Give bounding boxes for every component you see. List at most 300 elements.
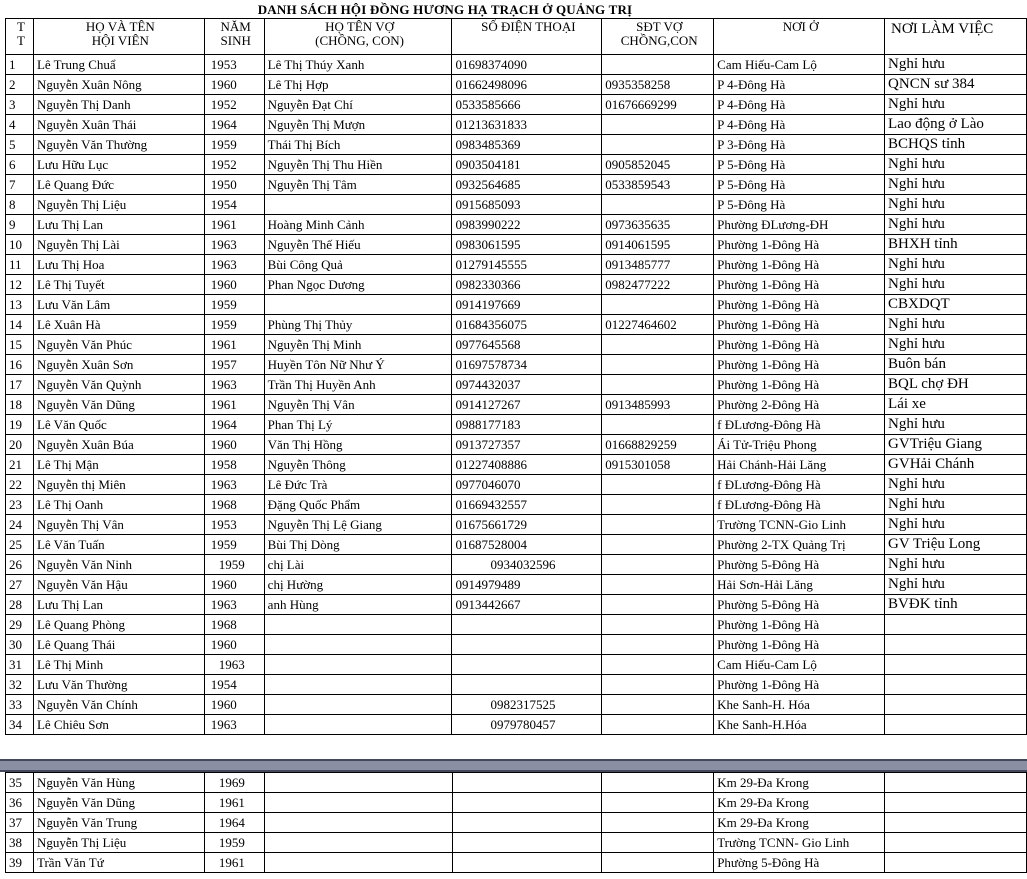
cell-tt[interactable]: 5 <box>6 135 34 155</box>
cell-spouse-phone[interactable] <box>602 375 714 395</box>
cell-year[interactable]: 1963 <box>204 235 264 255</box>
cell-work[interactable]: QNCN sư 384 <box>885 75 1027 95</box>
cell-name[interactable]: Lê Thị Tuyết <box>33 275 204 295</box>
cell-spouse[interactable]: chị Lài <box>264 555 452 575</box>
cell-name[interactable]: Nguyễn thị Miên <box>33 475 204 495</box>
cell-spouse[interactable]: Nguyễn Thị Thu Hiền <box>264 155 452 175</box>
cell-tt[interactable]: 35 <box>6 773 34 793</box>
cell-name[interactable]: Nguyễn Văn Ninh <box>33 555 204 575</box>
cell-residence[interactable]: Phường 1-Đông Hà <box>714 295 885 315</box>
cell-year[interactable]: 1964 <box>204 115 264 135</box>
cell-tt[interactable]: 11 <box>6 255 34 275</box>
cell-spouse[interactable]: Lê Thị Thúy Xanh <box>264 55 452 75</box>
cell-work[interactable]: Nghỉ hưu <box>885 215 1027 235</box>
cell-year[interactable]: 1960 <box>204 575 264 595</box>
cell-residence[interactable]: P 3-Đông Hà <box>714 135 885 155</box>
cell-work[interactable]: Nghỉ hưu <box>885 195 1027 215</box>
cell-residence[interactable]: Cam Hiếu-Cam Lộ <box>714 655 885 675</box>
cell-phone[interactable]: 0934032596 <box>452 555 602 575</box>
cell-residence[interactable]: Phường 2-TX Quảng Trị <box>714 535 885 555</box>
cell-spouse-phone[interactable] <box>602 695 714 715</box>
cell-spouse-phone[interactable]: 0533859543 <box>602 175 714 195</box>
cell-tt[interactable]: 8 <box>6 195 34 215</box>
cell-name[interactable]: Nguyễn Văn Dũng <box>33 793 204 813</box>
cell-tt[interactable]: 12 <box>6 275 34 295</box>
cell-tt[interactable]: 36 <box>6 793 34 813</box>
cell-phone[interactable] <box>452 675 602 695</box>
cell-residence[interactable]: P 4-Đông Hà <box>714 95 885 115</box>
cell-work[interactable]: BHXH tỉnh <box>885 235 1027 255</box>
cell-work[interactable] <box>885 773 1027 793</box>
cell-tt[interactable]: 30 <box>6 635 34 655</box>
cell-tt[interactable]: 37 <box>6 813 34 833</box>
cell-year[interactable]: 1963 <box>204 595 264 615</box>
cell-work[interactable]: Nghỉ hưu <box>885 315 1027 335</box>
cell-residence[interactable]: Trường TCNN- Gio Linh <box>714 833 885 853</box>
cell-residence[interactable]: Hải Sơn-Hải Lăng <box>714 575 885 595</box>
cell-phone[interactable]: 0974432037 <box>452 375 602 395</box>
cell-tt[interactable]: 10 <box>6 235 34 255</box>
cell-spouse-phone[interactable] <box>602 535 714 555</box>
cell-spouse[interactable] <box>264 853 452 873</box>
cell-tt[interactable]: 25 <box>6 535 34 555</box>
cell-phone[interactable]: 01698374090 <box>452 55 602 75</box>
cell-name[interactable]: Lưu Thị Hoa <box>33 255 204 275</box>
cell-name[interactable]: Nguyễn Văn Quỳnh <box>33 375 204 395</box>
cell-spouse-phone[interactable] <box>602 833 714 853</box>
cell-work[interactable] <box>885 715 1027 735</box>
cell-year[interactable]: 1954 <box>204 675 264 695</box>
cell-tt[interactable]: 31 <box>6 655 34 675</box>
cell-phone[interactable]: 0913727357 <box>452 435 602 455</box>
cell-name[interactable]: Lê Thị Oanh <box>33 495 204 515</box>
cell-spouse[interactable] <box>264 635 452 655</box>
cell-tt[interactable]: 3 <box>6 95 34 115</box>
cell-phone[interactable]: 0983061595 <box>452 235 602 255</box>
cell-name[interactable]: Lê Chiêu Sơn <box>33 715 204 735</box>
cell-spouse-phone[interactable] <box>602 773 714 793</box>
cell-spouse[interactable] <box>264 695 452 715</box>
cell-year[interactable]: 1959 <box>204 135 264 155</box>
cell-phone[interactable]: 0977046070 <box>452 475 602 495</box>
cell-tt[interactable]: 24 <box>6 515 34 535</box>
cell-name[interactable]: Nguyễn Văn Hậu <box>33 575 204 595</box>
cell-tt[interactable]: 15 <box>6 335 34 355</box>
cell-spouse-phone[interactable] <box>602 515 714 535</box>
cell-year[interactable]: 1963 <box>204 655 264 675</box>
cell-phone[interactable]: 0914979489 <box>452 575 602 595</box>
cell-spouse[interactable]: Huyền Tôn Nữ Như Ý <box>264 355 452 375</box>
cell-spouse[interactable]: Nguyễn Thế Hiếu <box>264 235 452 255</box>
cell-year[interactable]: 1960 <box>204 75 264 95</box>
cell-work[interactable]: Nghỉ hưu <box>885 495 1027 515</box>
cell-tt[interactable]: 6 <box>6 155 34 175</box>
cell-spouse[interactable]: Lê Thị Hợp <box>264 75 452 95</box>
cell-year[interactable]: 1963 <box>204 475 264 495</box>
cell-year[interactable]: 1950 <box>204 175 264 195</box>
cell-phone[interactable] <box>452 833 602 853</box>
cell-spouse-phone[interactable] <box>602 355 714 375</box>
cell-residence[interactable]: Ái Tử-Triệu Phong <box>714 435 885 455</box>
cell-spouse-phone[interactable] <box>602 495 714 515</box>
cell-spouse-phone[interactable]: 0905852045 <box>602 155 714 175</box>
cell-spouse[interactable]: Bùi Công Quả <box>264 255 452 275</box>
cell-year[interactable]: 1952 <box>204 95 264 115</box>
cell-residence[interactable]: P 5-Đông Hà <box>714 155 885 175</box>
cell-spouse[interactable]: Nguyễn Đạt Chí <box>264 95 452 115</box>
cell-phone[interactable]: 0982330366 <box>452 275 602 295</box>
cell-phone[interactable] <box>452 793 602 813</box>
header-work[interactable]: NƠI LÀM VIỆC <box>885 19 1027 55</box>
cell-work[interactable]: Nghỉ hưu <box>885 415 1027 435</box>
cell-phone[interactable]: 0903504181 <box>452 155 602 175</box>
cell-phone[interactable] <box>452 853 602 873</box>
cell-spouse-phone[interactable] <box>602 715 714 735</box>
cell-residence[interactable]: Phường 5-Đông Hà <box>714 555 885 575</box>
cell-name[interactable]: Nguyễn Văn Chính <box>33 695 204 715</box>
cell-name[interactable]: Nguyễn Thị Liệu <box>33 833 204 853</box>
cell-spouse-phone[interactable] <box>602 655 714 675</box>
cell-residence[interactable]: Phường 1-Đông Hà <box>714 675 885 695</box>
cell-residence[interactable]: Hải Chánh-Hải Lăng <box>714 455 885 475</box>
cell-residence[interactable]: Phường 1-Đông Hà <box>714 235 885 255</box>
cell-work[interactable]: Buôn bán <box>885 355 1027 375</box>
cell-year[interactable]: 1959 <box>204 555 264 575</box>
cell-tt[interactable]: 9 <box>6 215 34 235</box>
cell-residence[interactable]: Phường 5-Đông Hà <box>714 853 885 873</box>
cell-year[interactable]: 1960 <box>204 275 264 295</box>
cell-tt[interactable]: 34 <box>6 715 34 735</box>
cell-work[interactable] <box>885 635 1027 655</box>
header-year[interactable]: NĂM SINH <box>204 19 264 55</box>
cell-spouse[interactable]: Nguyễn Thị Lệ Giang <box>264 515 452 535</box>
cell-work[interactable] <box>885 675 1027 695</box>
cell-spouse-phone[interactable] <box>602 415 714 435</box>
cell-work[interactable] <box>885 833 1027 853</box>
cell-spouse-phone[interactable] <box>602 793 714 813</box>
cell-spouse[interactable]: Phùng Thị Thủy <box>264 315 452 335</box>
cell-spouse-phone[interactable]: 0973635635 <box>602 215 714 235</box>
cell-spouse[interactable] <box>264 615 452 635</box>
cell-phone[interactable]: 01675661729 <box>452 515 602 535</box>
cell-tt[interactable]: 19 <box>6 415 34 435</box>
cell-tt[interactable]: 20 <box>6 435 34 455</box>
cell-phone[interactable]: 01684356075 <box>452 315 602 335</box>
cell-phone[interactable]: 01662498096 <box>452 75 602 95</box>
cell-phone[interactable] <box>452 615 602 635</box>
cell-name[interactable]: Lê Văn Quốc <box>33 415 204 435</box>
cell-spouse-phone[interactable]: 0913485993 <box>602 395 714 415</box>
cell-work[interactable] <box>885 655 1027 675</box>
cell-phone[interactable] <box>452 773 602 793</box>
cell-phone[interactable] <box>452 813 602 833</box>
cell-spouse[interactable] <box>264 195 452 215</box>
cell-spouse-phone[interactable]: 0913485777 <box>602 255 714 275</box>
cell-spouse[interactable]: Bùi Thị Dòng <box>264 535 452 555</box>
cell-year[interactable]: 1961 <box>204 793 264 813</box>
cell-spouse[interactable]: Thái Thị Bích <box>264 135 452 155</box>
cell-residence[interactable]: Trường TCNN-Gio Linh <box>714 515 885 535</box>
cell-year[interactable]: 1959 <box>204 833 264 853</box>
cell-year[interactable]: 1964 <box>204 813 264 833</box>
cell-spouse-phone[interactable]: 01676669299 <box>602 95 714 115</box>
cell-residence[interactable]: Km 29-Đa Krong <box>714 773 885 793</box>
cell-work[interactable]: BCHQS tỉnh <box>885 135 1027 155</box>
cell-residence[interactable]: Km 29-Đa Krong <box>714 793 885 813</box>
cell-residence[interactable]: Phường 2-Đông Hà <box>714 395 885 415</box>
cell-tt[interactable]: 17 <box>6 375 34 395</box>
cell-spouse[interactable]: Nguyễn Thị Minh <box>264 335 452 355</box>
cell-name[interactable]: Lê Xuân Hà <box>33 315 204 335</box>
cell-phone[interactable]: 0914127267 <box>452 395 602 415</box>
cell-spouse[interactable]: Lê Đức Trà <box>264 475 452 495</box>
cell-tt[interactable]: 7 <box>6 175 34 195</box>
cell-spouse-phone[interactable]: 01668829259 <box>602 435 714 455</box>
header-residence[interactable]: NƠI Ở <box>714 19 885 55</box>
cell-spouse[interactable] <box>264 295 452 315</box>
cell-residence[interactable]: P 5-Đông Hà <box>714 175 885 195</box>
cell-residence[interactable]: Phường 5-Đông Hà <box>714 595 885 615</box>
cell-residence[interactable]: Khe Sanh-H. Hóa <box>714 695 885 715</box>
cell-spouse-phone[interactable] <box>602 675 714 695</box>
cell-work[interactable]: Nghỉ hưu <box>885 155 1027 175</box>
cell-year[interactable]: 1957 <box>204 355 264 375</box>
cell-spouse-phone[interactable] <box>602 853 714 873</box>
cell-spouse[interactable] <box>264 655 452 675</box>
cell-phone[interactable] <box>452 655 602 675</box>
cell-residence[interactable]: Phường 1-Đông Hà <box>714 255 885 275</box>
cell-year[interactable]: 1959 <box>204 535 264 555</box>
cell-spouse-phone[interactable]: 0982477222 <box>602 275 714 295</box>
cell-phone[interactable]: 0932564685 <box>452 175 602 195</box>
cell-work[interactable]: Lái xe <box>885 395 1027 415</box>
cell-year[interactable]: 1960 <box>204 635 264 655</box>
cell-residence[interactable]: f ĐLương-Đông Hà <box>714 475 885 495</box>
cell-year[interactable]: 1961 <box>204 853 264 873</box>
cell-spouse[interactable]: Nguyễn Thông <box>264 455 452 475</box>
cell-work[interactable]: Nghỉ hưu <box>885 255 1027 275</box>
cell-work[interactable] <box>885 695 1027 715</box>
cell-phone[interactable]: 0913442667 <box>452 595 602 615</box>
cell-name[interactable]: Lưu Hữu Lục <box>33 155 204 175</box>
cell-name[interactable]: Lưu Văn Thường <box>33 675 204 695</box>
cell-year[interactable]: 1961 <box>204 395 264 415</box>
cell-work[interactable]: GV Triệu Long <box>885 535 1027 555</box>
cell-spouse-phone[interactable] <box>602 555 714 575</box>
cell-tt[interactable]: 39 <box>6 853 34 873</box>
cell-phone[interactable]: 0914197669 <box>452 295 602 315</box>
cell-spouse[interactable]: Phan Thị Lý <box>264 415 452 435</box>
cell-spouse[interactable] <box>264 675 452 695</box>
cell-year[interactable]: 1959 <box>204 295 264 315</box>
cell-spouse-phone[interactable] <box>602 135 714 155</box>
cell-spouse-phone[interactable]: 0915301058 <box>602 455 714 475</box>
cell-residence[interactable]: Phường 1-Đông Hà <box>714 355 885 375</box>
cell-name[interactable]: Lưu Văn Lâm <box>33 295 204 315</box>
cell-tt[interactable]: 14 <box>6 315 34 335</box>
cell-spouse-phone[interactable]: 0935358258 <box>602 75 714 95</box>
cell-phone[interactable]: 0983485369 <box>452 135 602 155</box>
cell-residence[interactable]: Cam Hiếu-Cam Lộ <box>714 55 885 75</box>
cell-year[interactable]: 1961 <box>204 215 264 235</box>
cell-name[interactable]: Nguyễn Văn Trung <box>33 813 204 833</box>
cell-work[interactable]: BQL chợ ĐH <box>885 375 1027 395</box>
cell-year[interactable]: 1968 <box>204 495 264 515</box>
cell-year[interactable]: 1961 <box>204 335 264 355</box>
cell-phone[interactable]: 01687528004 <box>452 535 602 555</box>
cell-work[interactable]: Nghỉ hưu <box>885 515 1027 535</box>
cell-spouse-phone[interactable] <box>602 595 714 615</box>
cell-spouse-phone[interactable] <box>602 475 714 495</box>
cell-spouse[interactable]: Văn Thị Hồng <box>264 435 452 455</box>
cell-work[interactable] <box>885 853 1027 873</box>
cell-phone[interactable]: 01669432557 <box>452 495 602 515</box>
cell-spouse-phone[interactable] <box>602 635 714 655</box>
cell-phone[interactable]: 0983990222 <box>452 215 602 235</box>
cell-work[interactable]: CBXDQT <box>885 295 1027 315</box>
cell-phone[interactable]: 0533585666 <box>452 95 602 115</box>
header-spouse[interactable]: HỌ TÊN VỢ (CHỒNG, CON) <box>264 19 452 55</box>
cell-spouse-phone[interactable] <box>602 115 714 135</box>
cell-residence[interactable]: Phường ĐLương-ĐH <box>714 215 885 235</box>
cell-year[interactable]: 1963 <box>204 715 264 735</box>
cell-spouse-phone[interactable] <box>602 195 714 215</box>
cell-phone[interactable]: 0977645568 <box>452 335 602 355</box>
cell-name[interactable]: Lê Trung Chuẩ <box>33 55 204 75</box>
cell-name[interactable]: Nguyễn Xuân Thái <box>33 115 204 135</box>
cell-phone[interactable]: 01227408886 <box>452 455 602 475</box>
cell-year[interactable]: 1959 <box>204 315 264 335</box>
cell-tt[interactable]: 4 <box>6 115 34 135</box>
cell-name[interactable]: Lê Thị Minh <box>33 655 204 675</box>
cell-work[interactable]: BVĐK tỉnh <box>885 595 1027 615</box>
header-phone[interactable]: SỐ ĐIỆN THOẠI <box>452 19 602 55</box>
cell-tt[interactable]: 2 <box>6 75 34 95</box>
cell-work[interactable]: Nghỉ hưu <box>885 335 1027 355</box>
cell-name[interactable]: Nguyễn Xuân Sơn <box>33 355 204 375</box>
cell-residence[interactable]: Phường 1-Đông Hà <box>714 335 885 355</box>
cell-tt[interactable]: 1 <box>6 55 34 75</box>
cell-tt[interactable]: 29 <box>6 615 34 635</box>
cell-residence[interactable]: Phường 1-Đông Hà <box>714 275 885 295</box>
cell-spouse[interactable]: Nguyễn Thị Mượn <box>264 115 452 135</box>
cell-name[interactable]: Nguyễn Văn Hùng <box>33 773 204 793</box>
cell-residence[interactable]: f ĐLương-Đông Hà <box>714 495 885 515</box>
cell-name[interactable]: Lê Quang Đức <box>33 175 204 195</box>
cell-name[interactable]: Lê Quang Phòng <box>33 615 204 635</box>
cell-work[interactable]: Nghỉ hưu <box>885 275 1027 295</box>
cell-residence[interactable]: P 5-Đông Hà <box>714 195 885 215</box>
cell-name[interactable]: Nguyễn Thị Liệu <box>33 195 204 215</box>
cell-tt[interactable]: 23 <box>6 495 34 515</box>
cell-phone[interactable]: 0915685093 <box>452 195 602 215</box>
cell-spouse[interactable]: Trần Thị Huyền Anh <box>264 375 452 395</box>
cell-phone[interactable] <box>452 635 602 655</box>
cell-name[interactable]: Nguyễn Văn Thường <box>33 135 204 155</box>
cell-work[interactable]: GVTriệu Giang <box>885 435 1027 455</box>
cell-work[interactable]: Nghỉ hưu <box>885 175 1027 195</box>
header-spouse-phone[interactable]: SĐT VỢ CHỒNG,CON <box>602 19 714 55</box>
cell-tt[interactable]: 21 <box>6 455 34 475</box>
cell-residence[interactable]: Km 29-Đa Krong <box>714 813 885 833</box>
cell-year[interactable]: 1964 <box>204 415 264 435</box>
cell-spouse[interactable]: Nguyễn Thị Tâm <box>264 175 452 195</box>
cell-spouse[interactable]: Nguyễn Thị Vân <box>264 395 452 415</box>
cell-spouse[interactable]: Hoàng Minh Cảnh <box>264 215 452 235</box>
cell-name[interactable]: Nguyễn Văn Phúc <box>33 335 204 355</box>
cell-tt[interactable]: 13 <box>6 295 34 315</box>
cell-tt[interactable]: 22 <box>6 475 34 495</box>
cell-year[interactable]: 1963 <box>204 255 264 275</box>
cell-name[interactable]: Nguyễn Văn Dũng <box>33 395 204 415</box>
cell-spouse[interactable]: chị Hường <box>264 575 452 595</box>
cell-year[interactable]: 1960 <box>204 435 264 455</box>
cell-name[interactable]: Lê Văn Tuấn <box>33 535 204 555</box>
cell-work[interactable] <box>885 793 1027 813</box>
cell-spouse[interactable] <box>264 773 452 793</box>
cell-residence[interactable]: f ĐLương-Đông Hà <box>714 415 885 435</box>
cell-phone[interactable]: 0982317525 <box>452 695 602 715</box>
cell-spouse[interactable] <box>264 715 452 735</box>
cell-name[interactable]: Nguyễn Thị Danh <box>33 95 204 115</box>
cell-name[interactable]: Nguyễn Thị Vân <box>33 515 204 535</box>
cell-spouse-phone[interactable]: 01227464602 <box>602 315 714 335</box>
cell-spouse-phone[interactable]: 0914061595 <box>602 235 714 255</box>
cell-year[interactable]: 1953 <box>204 55 264 75</box>
cell-residence[interactable]: Phường 1-Đông Hà <box>714 315 885 335</box>
cell-residence[interactable]: P 4-Đông Hà <box>714 75 885 95</box>
cell-name[interactable]: Lê Quang Thái <box>33 635 204 655</box>
cell-tt[interactable]: 32 <box>6 675 34 695</box>
cell-tt[interactable]: 27 <box>6 575 34 595</box>
cell-spouse[interactable] <box>264 813 452 833</box>
cell-work[interactable]: Nghỉ hưu <box>885 95 1027 115</box>
cell-work[interactable]: Nghỉ hưu <box>885 575 1027 595</box>
cell-name[interactable]: Lưu Thị Lan <box>33 595 204 615</box>
cell-year[interactable]: 1969 <box>204 773 264 793</box>
cell-tt[interactable]: 16 <box>6 355 34 375</box>
cell-spouse-phone[interactable] <box>602 55 714 75</box>
cell-spouse[interactable] <box>264 833 452 853</box>
cell-phone[interactable]: 0988177183 <box>452 415 602 435</box>
cell-work[interactable]: Nghỉ hưu <box>885 55 1027 75</box>
cell-tt[interactable]: 28 <box>6 595 34 615</box>
cell-work[interactable] <box>885 615 1027 635</box>
cell-name[interactable]: Nguyễn Xuân Nông <box>33 75 204 95</box>
cell-name[interactable]: Lê Thị Mận <box>33 455 204 475</box>
cell-spouse-phone[interactable] <box>602 335 714 355</box>
cell-year[interactable]: 1954 <box>204 195 264 215</box>
cell-work[interactable]: Lao động ở Lào <box>885 115 1027 135</box>
cell-name[interactable]: Trần Văn Tứ <box>33 853 204 873</box>
cell-name[interactable]: Lưu Thị Lan <box>33 215 204 235</box>
cell-year[interactable]: 1968 <box>204 615 264 635</box>
cell-spouse-phone[interactable] <box>602 615 714 635</box>
cell-tt[interactable]: 18 <box>6 395 34 415</box>
header-name[interactable]: HỌ VÀ TÊN HỘI VIÊN <box>33 19 204 55</box>
cell-work[interactable]: Nghỉ hưu <box>885 555 1027 575</box>
cell-residence[interactable]: Khe Sanh-H.Hóa <box>714 715 885 735</box>
cell-name[interactable]: Nguyễn Thị Lài <box>33 235 204 255</box>
cell-phone[interactable]: 0979780457 <box>452 715 602 735</box>
cell-year[interactable]: 1953 <box>204 515 264 535</box>
cell-spouse[interactable]: Đặng Quốc Phẩm <box>264 495 452 515</box>
cell-work[interactable] <box>885 813 1027 833</box>
cell-residence[interactable]: Phường 1-Đông Hà <box>714 375 885 395</box>
header-tt[interactable]: T T <box>6 19 34 55</box>
cell-name[interactable]: Nguyễn Xuân Búa <box>33 435 204 455</box>
cell-residence[interactable]: Phường 1-Đông Hà <box>714 635 885 655</box>
